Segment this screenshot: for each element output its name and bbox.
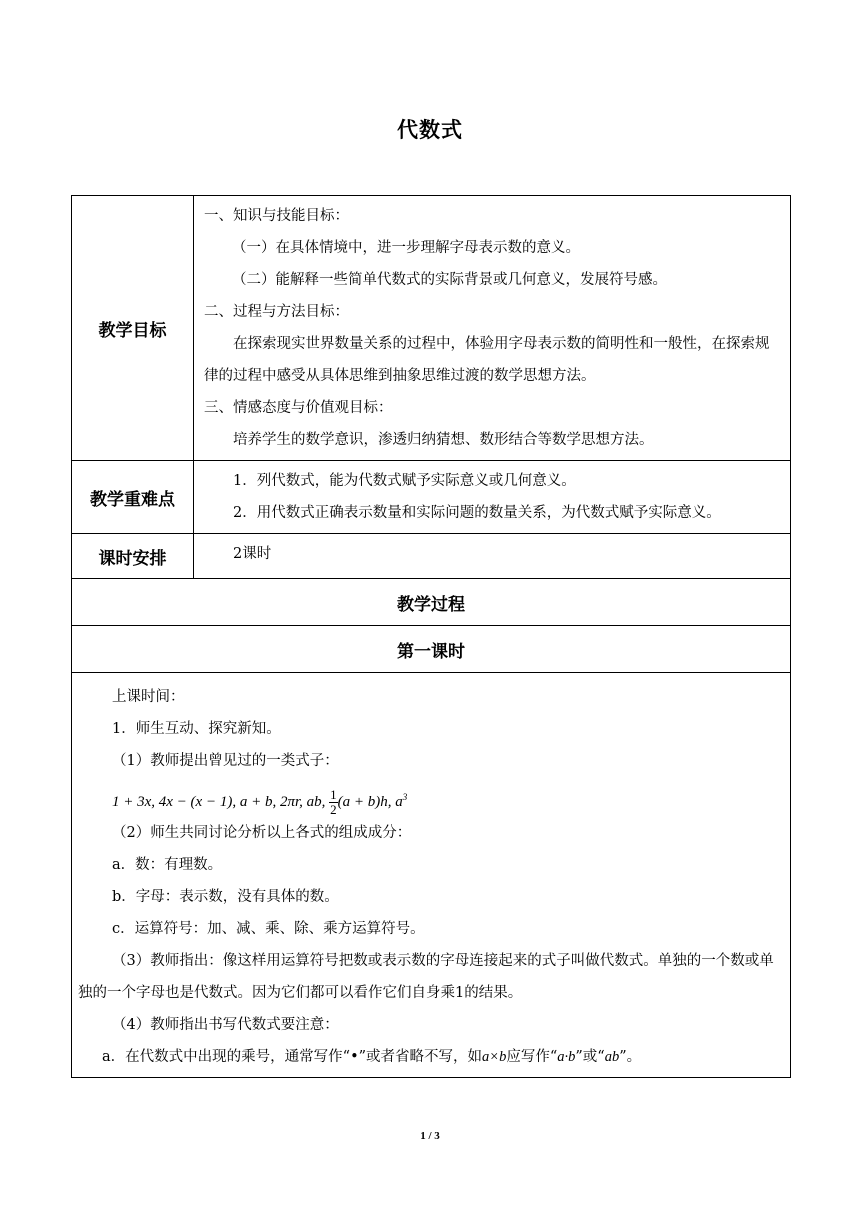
multiplication-dot: • (350, 1049, 359, 1065)
step-1-line: 1．师生互动、探究新知。 (112, 721, 281, 737)
lesson-header-row (72, 626, 791, 673)
lesson-body (72, 673, 791, 1078)
class-time-line: 上课时间： (112, 689, 185, 705)
rule-a-text-5: ”。 (619, 1049, 642, 1065)
objective-heading-3: 三、情感态度与价值观目标： (204, 400, 393, 416)
key-points-label: 教学重难点 (72, 461, 194, 534)
component-c: c．运算符号：加、减、乘、除、乘方运算符号。 (112, 921, 425, 937)
step-1-3-text: （3）教师指出：像这样用运算符号把数或表示数的字母连接起来的式子叫做代数式。单独的一个数或单独的一个字母也是代数式。因为它们都可以看作它们自身乘1的结果。 (78, 953, 774, 1001)
key-points-content (194, 461, 791, 534)
objective-item-2: （二）能解释一些简单代数式的实际背景或几何意义，发展符号感。 (232, 272, 667, 288)
rule-a-text-2: ”或者省略不写，如 (358, 1049, 483, 1065)
objective-item-3: 在探索现实世界数量关系的过程中，体验用字母表示数的简明性和一般性，在探索规律的过程中感受从具体思维到抽象思维过渡的数学思想方法。 (204, 336, 770, 384)
schedule-label: 课时安排 (72, 534, 194, 579)
objective-heading-1: 一、知识与技能目标： (204, 208, 349, 224)
rule-a-text-4: ”或“ (575, 1049, 605, 1065)
objectives-row (72, 196, 791, 461)
step-1-1-line: （1）教师提出曾见过的一类式子： (112, 753, 339, 769)
expression-examples (72, 777, 784, 817)
schedule-value: 2课时 (233, 546, 272, 562)
process-header: 教学过程 (72, 579, 791, 626)
page-number: 1 / 3 (420, 1130, 440, 1142)
writing-rule-a (102, 1041, 784, 1073)
formula-part-2: (a + b)h, a (337, 794, 403, 810)
component-b: b．字母：表示数，没有具体的数。 (112, 889, 339, 905)
rule-a-text-3: 应写作“ (506, 1049, 558, 1065)
key-points-row (72, 461, 791, 534)
lesson-plan-table (71, 195, 791, 1078)
schedule-content (194, 534, 791, 579)
lesson-body-row (72, 673, 791, 1078)
objectives-content (194, 196, 791, 461)
schedule-row (72, 534, 791, 579)
rule-a-text-1: a．在代数式中出现的乘号，通常写作“ (102, 1049, 351, 1065)
objective-heading-2: 二、过程与方法目标： (204, 304, 349, 320)
fraction-numerator: 1 (330, 787, 337, 803)
rule-a-math-2: a·b (557, 1049, 576, 1065)
objectives-label: 教学目标 (72, 196, 194, 461)
rule-a-math-1: a×b (482, 1049, 507, 1065)
formula-part-1: 1 + 3x, 4x − (x − 1), a + b, 2πr, ab, (112, 794, 330, 810)
step-1-2-line: （2）师生共同讨论分析以上各式的组成成分： (112, 825, 412, 841)
fraction-denominator: 2 (330, 802, 337, 818)
lesson-header: 第一课时 (72, 626, 791, 673)
step-1-4-line: （4）教师指出书写代数式要注意： (112, 1017, 339, 1033)
formula-exponent: 3 (402, 792, 408, 802)
key-point-2: 2．用代数式正确表示数量和实际问题的数量关系，为代数式赋予实际意义。 (233, 505, 721, 521)
component-a: a．数：有理数。 (112, 857, 223, 873)
objective-item-1: （一）在具体情境中，进一步理解字母表示数的意义。 (232, 240, 580, 256)
page-title: 代数式 (397, 118, 463, 142)
rule-a-math-3: ab (604, 1049, 620, 1065)
process-header-row (72, 579, 791, 626)
fraction-one-half (329, 788, 338, 817)
key-point-1: 1．列代数式，能为代数式赋予实际意义或几何意义。 (233, 473, 576, 489)
objective-item-4: 培养学生的数学意识，渗透归纳猜想、数形结合等数学思想方法。 (233, 432, 654, 448)
